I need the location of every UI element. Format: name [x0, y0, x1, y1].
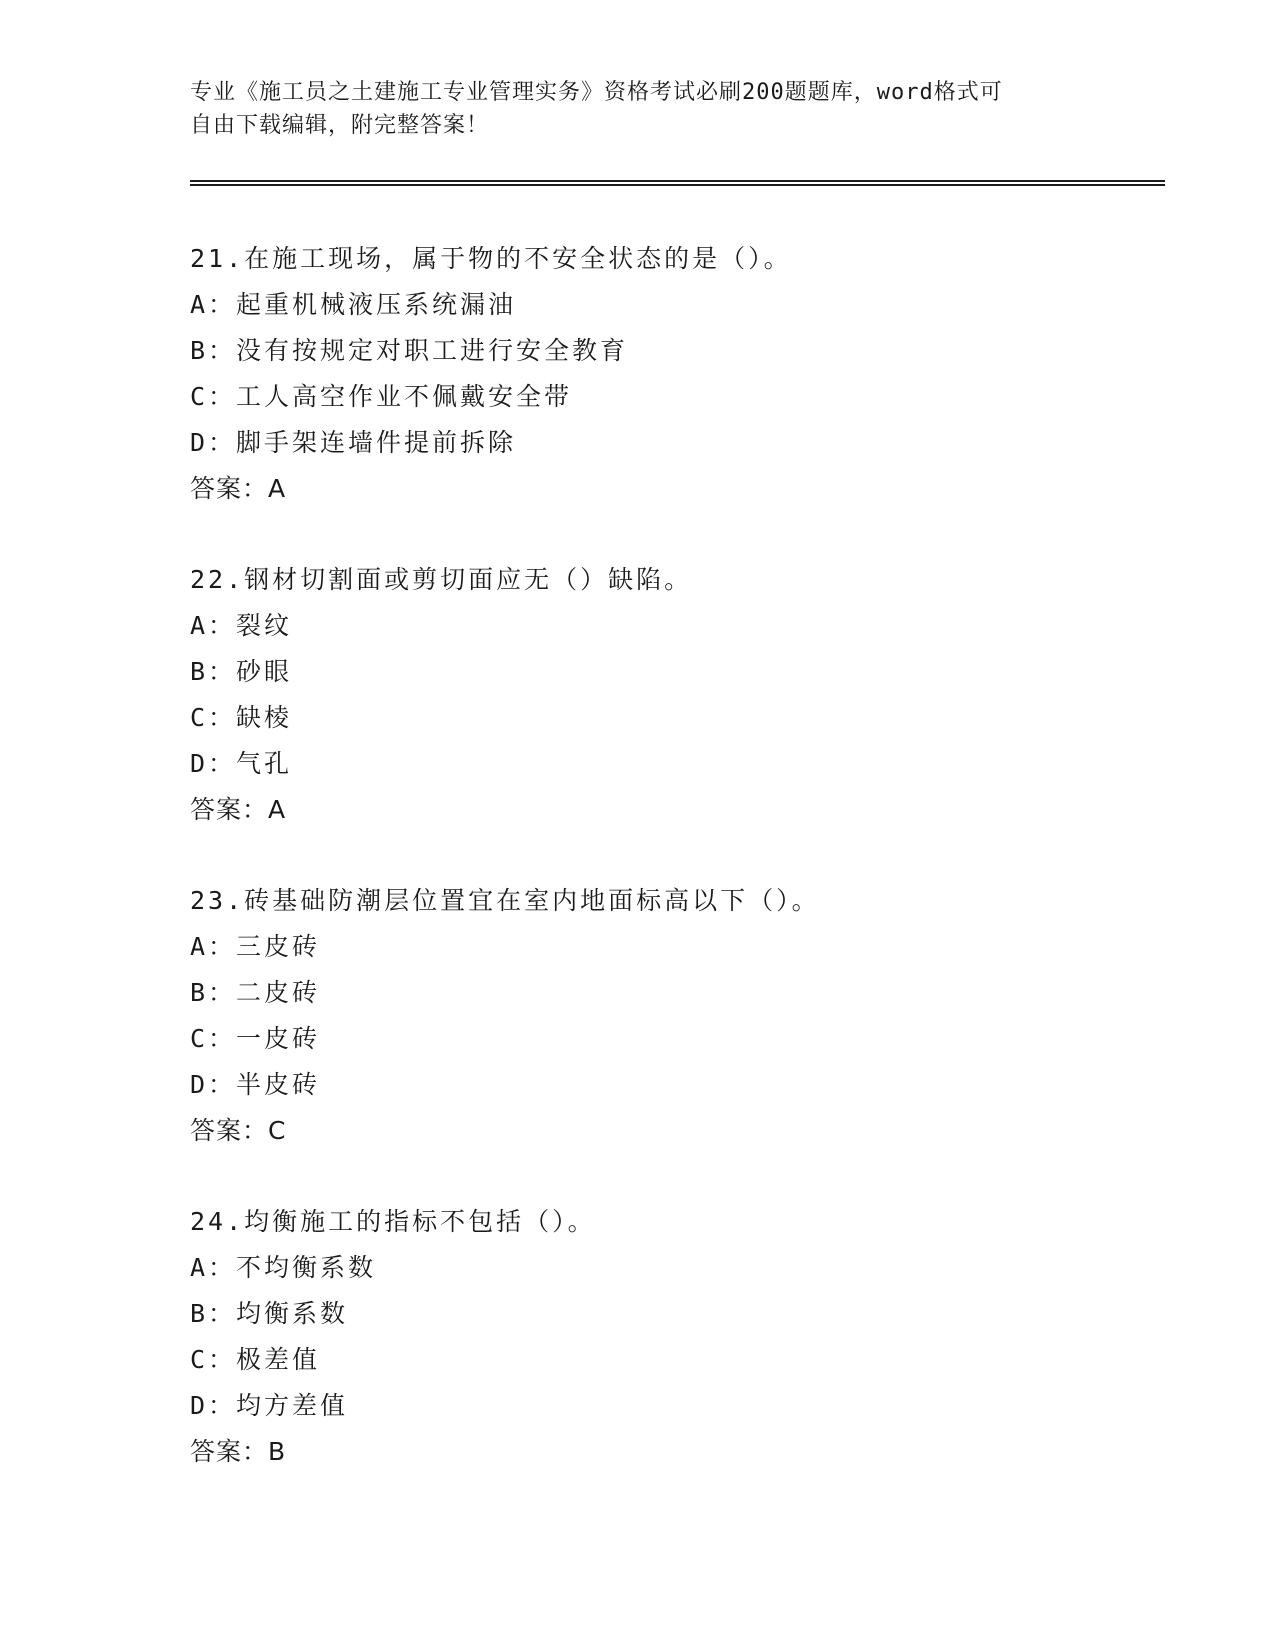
question-stem: 23.砖基础防潮层位置宜在室内地面标高以下（）。 [190, 886, 820, 915]
option-c: C：缺棱 [190, 703, 293, 732]
answer-line: 答案：A [190, 795, 287, 824]
option-c: C：工人高空作业不佩戴安全带 [190, 382, 573, 411]
option-a: A：裂纹 [190, 611, 293, 640]
question-22 [190, 557, 1150, 833]
question-24 [190, 1199, 1150, 1475]
option-d: D：半皮砖 [190, 1070, 321, 1099]
option-a: A：起重机械液压系统漏油 [190, 290, 517, 319]
option-b: B：二皮砖 [190, 978, 321, 1007]
option-c: C：极差值 [190, 1345, 321, 1374]
question-stem: 22.钢材切割面或剪切面应无（）缺陷。 [190, 565, 693, 594]
question-stem: 21.在施工现场，属于物的不安全状态的是（）。 [190, 244, 792, 273]
answer-line: 答案：B [190, 1437, 287, 1466]
option-d: D：气孔 [190, 749, 293, 778]
question-stem: 24.均衡施工的指标不包括（）。 [190, 1207, 596, 1236]
option-b: B：没有按规定对职工进行安全教育 [190, 336, 629, 365]
header-line-2: 自由下载编辑，附完整答案！ [190, 113, 490, 138]
option-a: A：不均衡系数 [190, 1253, 377, 1282]
option-a: A：三皮砖 [190, 932, 321, 961]
question-21 [190, 236, 1150, 512]
header-divider [190, 180, 1165, 186]
option-b: B：均衡系数 [190, 1299, 349, 1328]
question-23 [190, 878, 1150, 1154]
answer-line: 答案：A [190, 474, 287, 503]
option-d: D：脚手架连墙件提前拆除 [190, 428, 517, 457]
option-c: C：一皮砖 [190, 1024, 321, 1053]
document-header [190, 76, 1090, 142]
option-d: D：均方差值 [190, 1391, 349, 1420]
answer-line: 答案：C [190, 1116, 287, 1145]
header-line-1: 专业《施工员之土建施工专业管理实务》资格考试必刷200题题库，word格式可 [190, 80, 1003, 105]
option-b: B：砂眼 [190, 657, 293, 686]
